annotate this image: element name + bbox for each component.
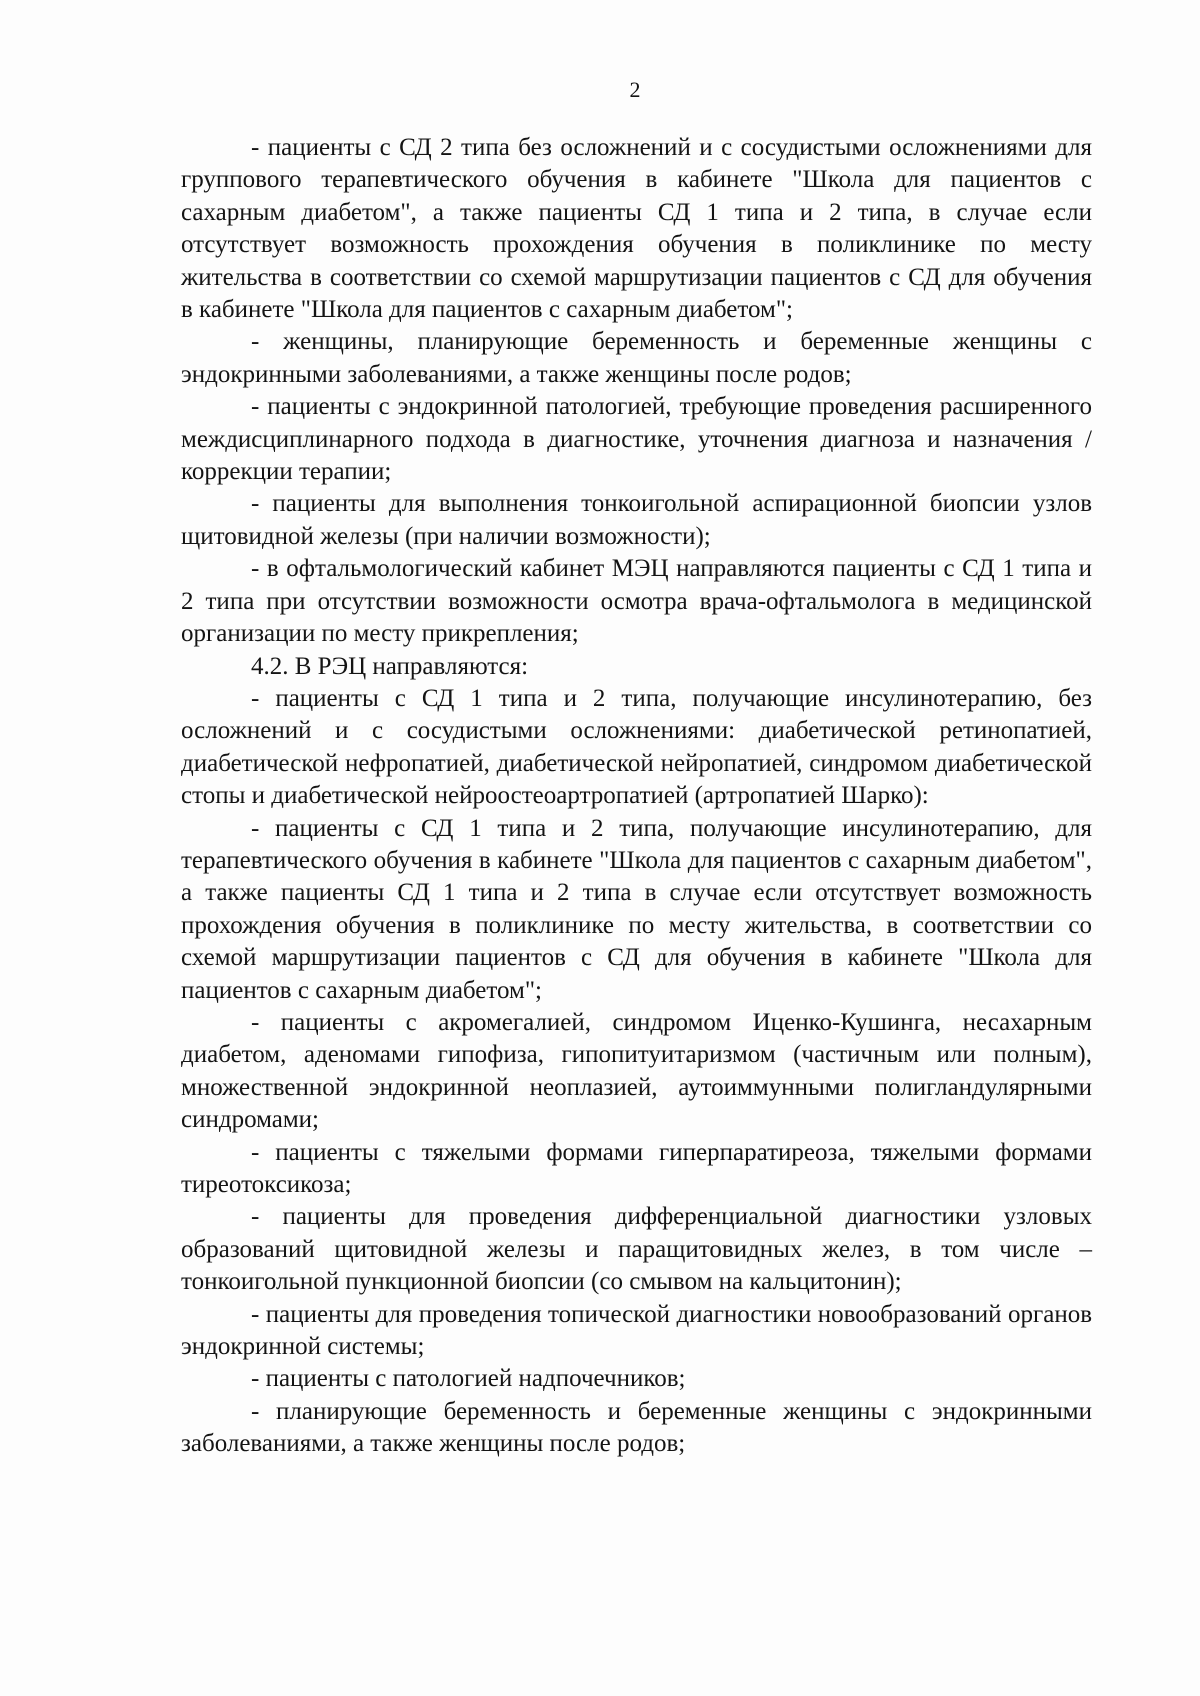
paragraph-acromegaly: - пациенты с акромегалией, синдромом Иценко-Кушинга, несахарным диабетом, аденомами гипофиза, гипопитуитаризмом (частичным или полным), множественной эндокринной неоплазией, аутоиммунными полигландулярными синдромами; <box>181 1008 1092 1134</box>
paragraph-thyroid-differential: - пациенты для проведения дифференциальной диагностики узловых образований щитовидной железы и паращитовидных желез, в том числе – тонкоигольной пункционной биопсии (со смывом на кальцитонин); <box>181 1203 1092 1296</box>
section-heading-4-2: 4.2. В РЭЦ направляются: <box>251 652 529 680</box>
paragraph-endocrine-pathology: - пациенты с эндокринной патологией, требующие проведения расширенного междисциплинарного подхода в диагностике, уточнения диагноза и назначения / коррекции терапии; <box>181 393 1092 486</box>
document-body <box>181 132 1092 1461</box>
paragraph-type2-school: - пациенты с СД 2 типа без осложнений и с сосудистыми осложнениями для группового терапевтического обучения в кабинете "Школа для пациентов с сахарным диабетом", а также пациенты СД 1 типа и 2 типа, в случае если отсутствует возможность прохождения обучения в поликлинике по месту жительства в соответствии со схемой маршрутизации пациентов с СД для обучения в кабинете "Школа для пациентов с сахарным диабетом"; <box>181 134 1092 324</box>
paragraph-thyroid-biopsy: - пациенты для выполнения тонкоигольной аспирационной биопсии узлов щитовидной железы (при наличии возможности); <box>181 490 1092 550</box>
paragraph-hyperparathyroidism: - пациенты с тяжелыми формами гиперпаратиреоза, тяжелыми формами тиреотоксикоза; <box>181 1138 1092 1198</box>
paragraph-pregnancy: - женщины, планирующие беременность и беременные женщины с эндокринными заболеваниями, а также женщины после родов; <box>181 328 1092 388</box>
paragraph-insulin-school: - пациенты с СД 1 типа и 2 типа, получающие инсулинотерапию, для терапевтического обучения в кабинете "Школа для пациентов с сахарным диабетом", а также пациенты СД 1 типа и 2 типа в случае если отсутствует возможность прохождения обучения в поликлинике по месту жительства, в соответствии со схемой маршрутизации пациентов с СД для обучения в кабинете "Школа для пациентов с сахарным диабетом"; <box>181 814 1092 1004</box>
paragraph-topical-diagnostics: - пациенты для проведения топической диагностики новообразований органов эндокринной системы; <box>181 1300 1092 1361</box>
page-number: 2 <box>629 77 641 102</box>
paragraph-ophthalmology: - в офтальмологический кабинет МЭЦ направляются пациенты с СД 1 типа и 2 типа при отсутствии возможности осмотра врача-офтальмолога в медицинской организации по месту прикрепления; <box>181 555 1092 648</box>
paragraph-adrenal: - пациенты с патологией надпочечников; <box>251 1365 686 1393</box>
paragraph-insulin-complications: - пациенты с СД 1 типа и 2 типа, получающие инсулинотерапию, без осложнений и с сосудистыми осложнениями: диабетической ретинопатией, диабетической нефропатией, диабетической нейропатией, синдромом диабетической стопы и диабетической нейроостеоартропатией (артропатией Шарко): <box>181 684 1092 810</box>
paragraph-pregnancy-rec: - планирующие беременность и беременные женщины с эндокринными заболеваниями, а также женщины после родов; <box>181 1397 1092 1458</box>
